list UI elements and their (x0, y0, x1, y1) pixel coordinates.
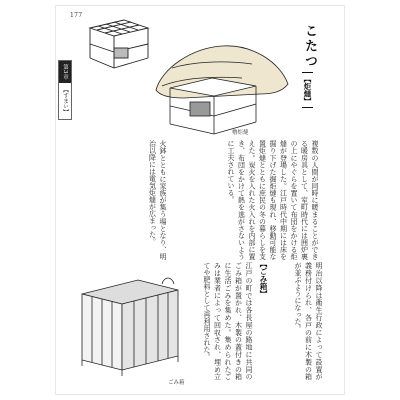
gomibako-body-text-2: 明治以降は衛生行政によって設置が義務付けられ、各戸の前に木製の箱が並ぶようになった。 (294, 262, 323, 380)
chapter-label: 第3章 (59, 61, 71, 83)
page-number: 177 (70, 12, 83, 19)
kotatsu-caption: 櫓炬燵 (232, 130, 249, 136)
kotatsu-frame-illustration (84, 14, 154, 72)
kotatsu-body-text-2: 火鉢とともに家族が集う場となり、明治以降には電気炬燵が広まった。 (148, 140, 167, 260)
chapter-side-tab (58, 60, 72, 120)
gomibako-body-text: 江戸の町では各長屋の路地に共同のごみ箱が置かれ、木製の蓋付きの箱に生活ごみを集めた。集められたごみは業者によって回収され、埋め立てや肥料として再利用された。 (203, 262, 253, 380)
category-label: 【すまい】 (62, 87, 68, 115)
article-title-kotatsu: こたつ (302, 24, 317, 69)
kotatsu-body-text: 複数の人間が同時に暖まることができる暖房具として、室町時代には囲炉裏の上にやぐらを置いて布団をかける炬燵が登場した。江戸時代中期には床を掘り下げた掘炬燵も現れ、移動可能な置炬燵とともに庶民の冬の暮らしを支えた。炭火を入れた火入れを内部に置き、布団をかけて熱を逃がさないように工夫されている。 (227, 140, 319, 260)
article-title-gomibako: 【ごみ箱】 (259, 260, 268, 298)
gomibako-caption: ごみ箱 (168, 380, 185, 386)
gomibako-illustration (76, 270, 186, 378)
kotatsu-futon-illustration (152, 28, 292, 138)
article-kanji-kotatsu: 【炬燵】 (302, 72, 313, 108)
